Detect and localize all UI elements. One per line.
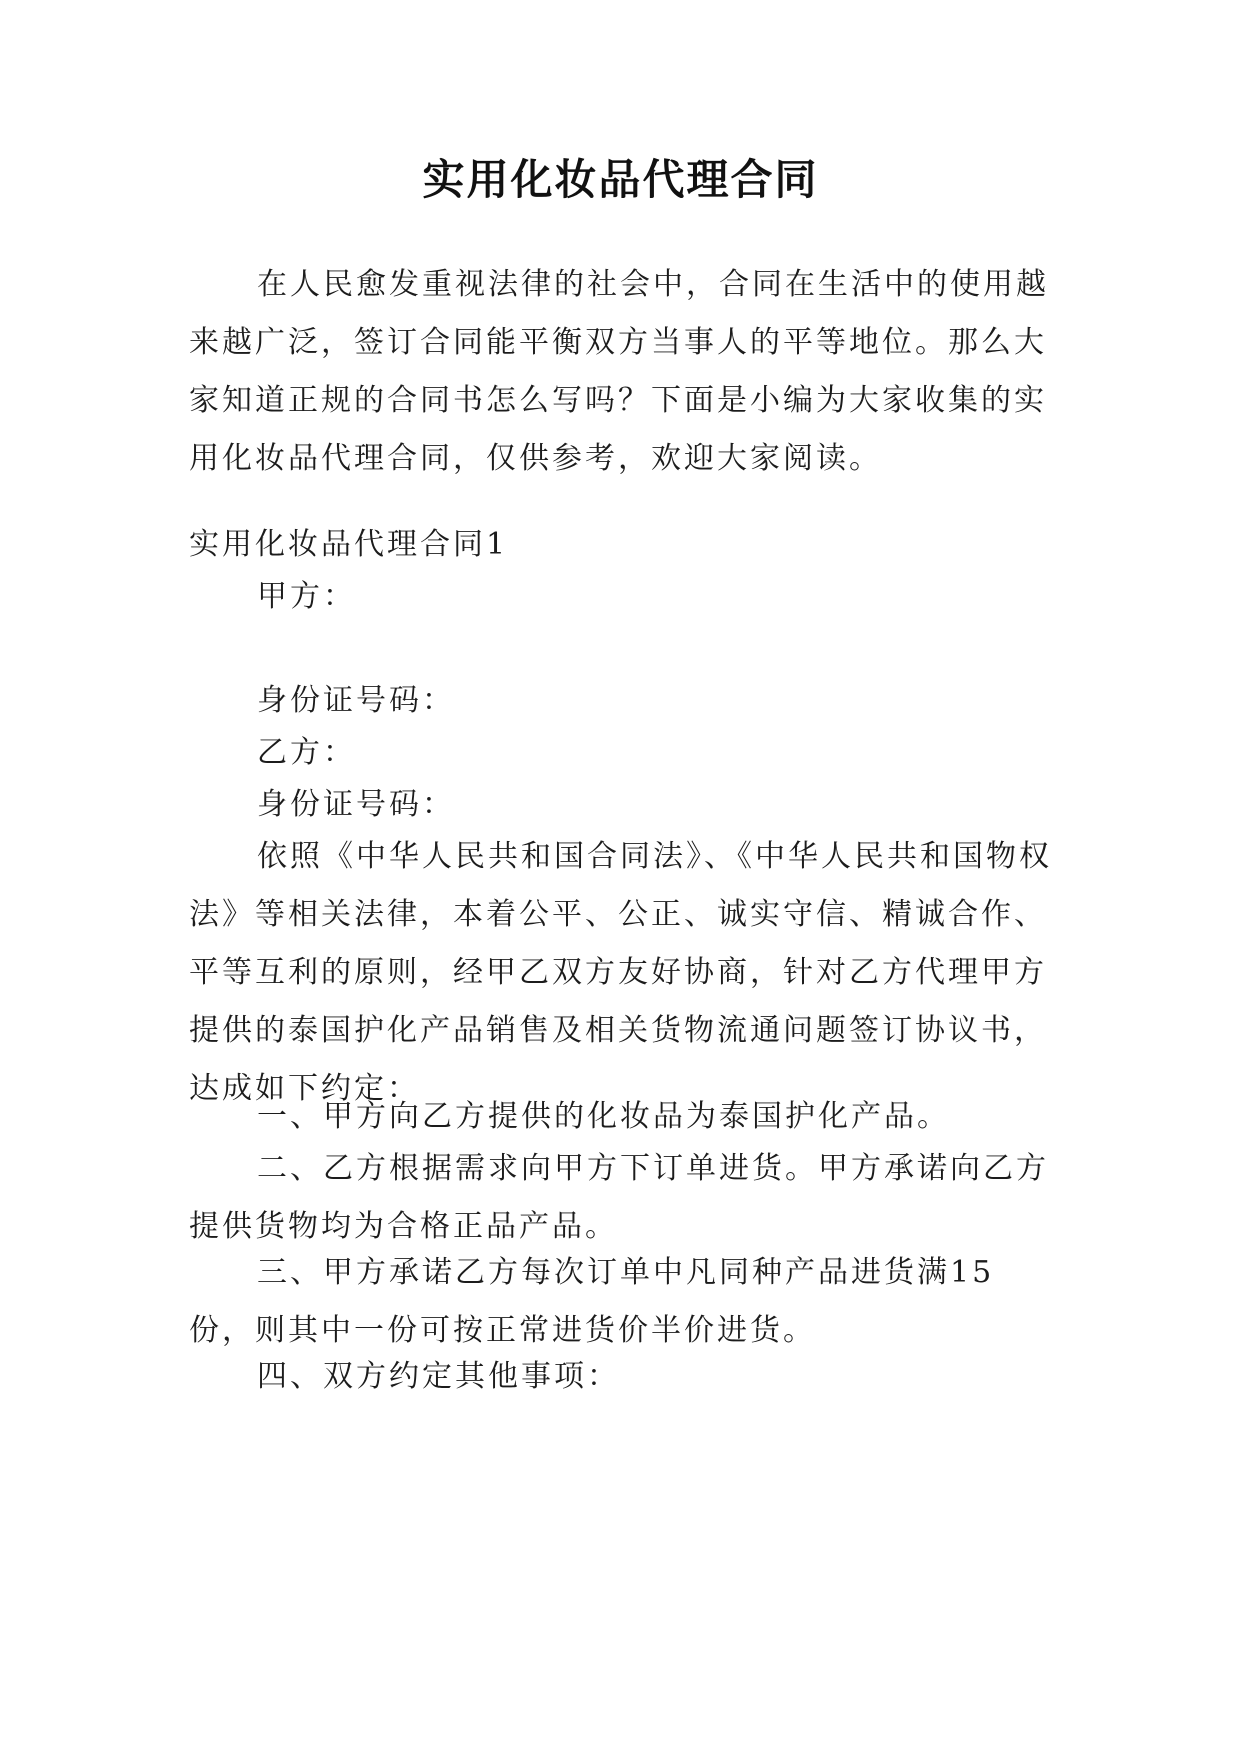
party-a-label: 甲方： [257,579,356,614]
clause-3: 三、甲方承诺乙方每次订单中凡同种产品进货满15份，则其中一份可按正常进货价半价进货。 [189,1255,995,1348]
document-title: 实用化妆品代理合同 [422,155,819,204]
legal-basis-paragraph: 依照《中华人民共和国合同法》、《中华人民共和国物权法》等相关法律，本着公平、公正、诚实守信、精诚合作、平等互利的原则，经甲乙双方友好协商，针对乙方代理甲方提供的泰国护化产品销售及相关货物流通问题签订协议书，达成如下约定： [189,839,1052,1106]
clause-1: 一、甲方向乙方提供的化妆品为泰国护化产品。 [257,1099,950,1134]
intro-paragraph: 在人民愈发重视法律的社会中，合同在生活中的使用越来越广泛，签订合同能平衡双方当事人的平等地位。那么大家知道正规的合同书怎么写吗？下面是小编为大家收集的实用化妆品代理合同，仅供参考，欢迎大家阅读。 [189,267,1049,476]
section-heading: 实用化妆品代理合同1 [189,527,509,562]
party-b-id-label: 身份证号码： [257,787,455,822]
party-a-id-label: 身份证号码： [257,683,455,718]
party-b-label: 乙方： [257,735,356,770]
clause-2: 二、乙方根据需求向甲方下订单进货。甲方承诺向乙方提供货物均为合格正品产品。 [189,1151,1049,1244]
clause-4: 四、双方约定其他事项： [257,1359,620,1394]
